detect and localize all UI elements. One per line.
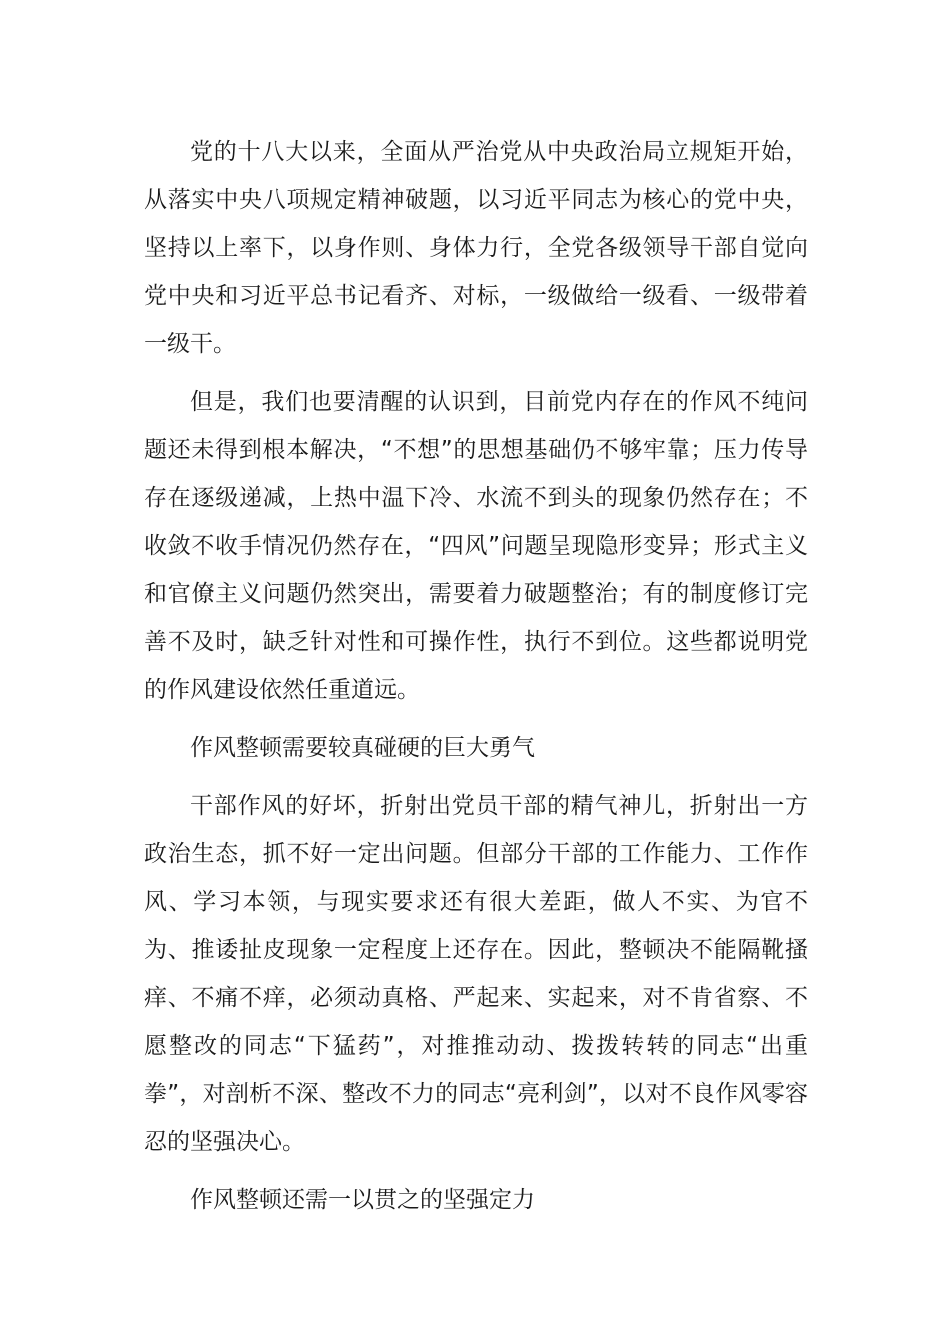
section-heading-courage: 作风整顿需要较真碰硬的巨大勇气 — [190, 735, 535, 761]
paragraph-intro: 党的十八大以来，全面从严治党从中央政治局立规矩开始，从落实中央八项规定精神破题，以习近平同志为核心的党中央，坚持以上率下，以身作则、身体力行，全党各级领导干部自觉向党中央和习近平总书记看齐、对标，一级做给一级看、一级带着一级干。 — [144, 139, 808, 357]
paragraph-cadre-style: 干部作风的好坏，折射出党员干部的精气神儿，折射出一方政治生态，抓不好一定出问题。但部分干部的工作能力、工作作风、学习本领，与现实要求还有很大差距，做人不实、为官不为、推诿扯皮现象一定程度上还存在。因此，整顿决不能隔靴搔痒、不痛不痒，必须动真格、严起来、实起来，对不肯省察、不愿整改的同志“下猛药”，对推推动动、拨拨转转的同志“出重拳”，对剖析不深、整改不力的同志“亮利剑”，以对不良作风零容忍的坚强决心。 — [144, 793, 808, 1155]
section-heading-determination: 作风整顿还需一以贯之的坚强定力 — [190, 1187, 535, 1213]
paragraph-problems: 但是，我们也要清醒的认识到，目前党内存在的作风不纯问题还未得到根本解决，“不想”的思想基础仍不够牢靠；压力传导存在逐级递减，上热中温下冷、水流不到头的现象仍然存在；不收敛不收手情况仍然存在，“四风”问题呈现隐形变异；形式主义和官僚主义问题仍然突出，需要着力破题整治；有的制度修订完善不及时，缺乏针对性和可操作性，执行不到位。这些都说明党的作风建设依然任重道远。 — [144, 389, 808, 703]
document-body — [144, 128, 808, 1234]
